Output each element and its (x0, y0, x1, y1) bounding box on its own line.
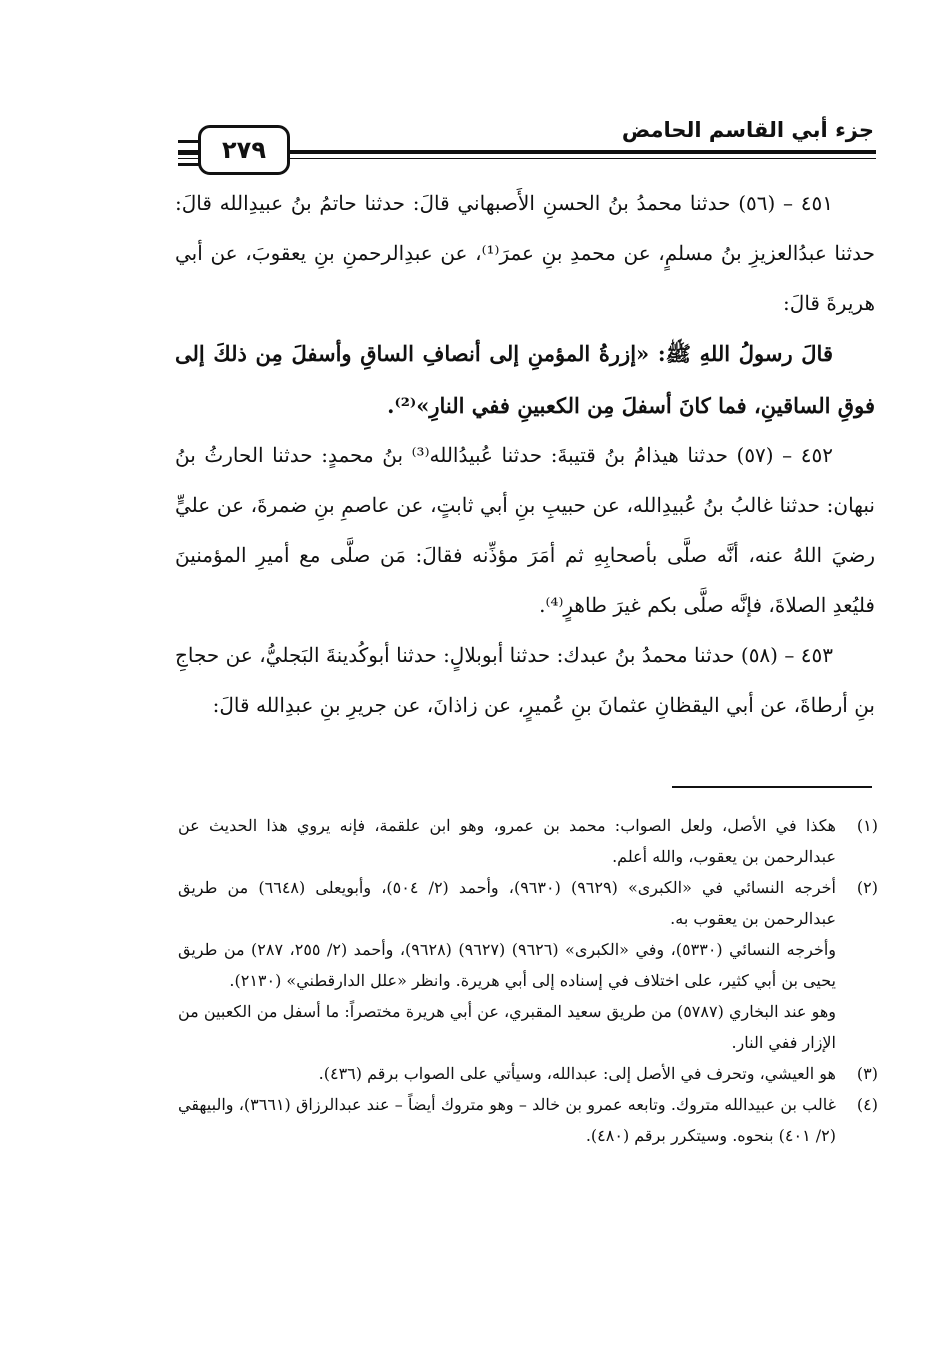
footnote-text: وهو عند البخاري (٥٧٨٧) من طريق سعيد المقبري، عن أبي هريرة مختصراً: ما أسفل من الكعبين من الإزار ففي النار. (178, 1002, 836, 1052)
footnote-text: هكذا في الأصل، ولعل الصواب: محمد بن عمرو، وهو ابن علقمة، فإنه يروي هذا الحديث عن عبدالرحمن بن يعقوب، والله أعلم. (178, 816, 836, 866)
footnote-1 (178, 810, 878, 872)
footnote-text: غالب بن عبيدالله متروك. وتابعه عمرو بن خالد – وهو متروك أيضاً – عند عبدالرزاق (٣٦٦١)، والبيهقي (٢/ ٤٠١) بنحوه. وسيتكرر برقم (٤٨٠). (178, 1095, 837, 1145)
footnote-separator (672, 786, 872, 788)
footnote-number: (٢) (856, 878, 878, 897)
footnote-text: أخرجه النسائي في «الكبرى» (٩٦٢٩) (٩٦٣٠)، وأحمد (٢/ ٥٠٤)، وأبويعلى (٦٦٤٨) من طريق عبدالرحمن بن يعقوب به. (178, 878, 836, 928)
paragraph-text: ٤٥١ – (٥٦) حدثنا محمدُ بنُ الحسنِ الأَصبهاني قالَ: حدثنا حاتمُ بنُ عبيدِالله قالَ: حدثنا عبدُالعزيزِ بنُ مسلمٍ، عن محمدِ بنِ عمرَ⁽¹⁾، عن عبدِالرحمنِ بنِ يعقوبَ، عن أبي هريرةَ قالَ: (175, 191, 875, 315)
paragraph-text: قالَ رسولُ اللهِ ﷺ: «إزرةُ المؤمنِ إلى أنصافِ الساقِ وأسفلَ مِن ذلكَ إلى فوقِ الساقينِ، فما كانَ أسفلَ مِن الكعبينِ ففي النارِ»⁽²⁾. (175, 341, 875, 418)
footnote-number: (٤) (856, 1095, 878, 1114)
footnote-number: (٣) (856, 1064, 878, 1083)
footnote-3 (178, 1058, 878, 1089)
footnote-number: (١) (856, 816, 878, 835)
paragraph-text: ٤٥٢ – (٥٧) حدثنا هيذامُ بنُ قتيبةَ: حدثنا عُبيدُالله⁽³⁾ بنُ محمدٍ: حدثنا الحارثُ بنُ نبهان: حدثنا غالبُ بنُ عُبيدِالله، عن حبيبِ بنِ أبي ثابتٍ، عن عاصمِ بنِ ضمرةَ، عن عليٍّ رضيَ اللهُ عنه، أنَّه صلَّى بأصحابِهِ ثم أمَرَ مؤذِّنه فقالَ: مَن صلَّى مع أميرِ المؤمنينَ فليُعدِ الصلاةَ، فإنَّه صلَّى بكم غيرَ طاهرٍ⁽⁴⁾. (175, 443, 875, 617)
footnote-4 (178, 1089, 878, 1151)
paragraph-text: ٤٥٣ – (٥٨) حدثنا محمدُ بنُ عبدك: حدثنا أبوبلالٍ: حدثنا أبوكُدينةَ البَجليُّ، عن حجاجِ بنِ أرطاةَ، عن أبي اليقظانِ عثمانَ بنِ عُميرٍ، عن زاذانَ، عن جريرِ بنِ عبدِالله قالَ: (175, 643, 875, 717)
footnotes (178, 810, 878, 1151)
page-number: ٢٧٩ (198, 125, 290, 175)
footnote-text: هو العيشي، وتحرف في الأصل إلى: عبدالله، وسيأتي على الصواب برقم (٤٣٦). (318, 1064, 836, 1083)
hadith-451-matn (175, 328, 875, 432)
hadith-452 (175, 430, 875, 630)
footnote-2 (178, 872, 878, 1058)
hadith-451-isnad (175, 178, 875, 328)
hadith-453 (175, 630, 875, 730)
running-title: جزء أبي القاسم الحامض (621, 118, 874, 142)
footnote-text: وأخرجه النسائي (٥٣٣٠)، وفي «الكبرى» (٩٦٢٦) (٩٦٢٧) (٩٦٢٨)، وأحمد (٢/ ٢٥٥، ٢٨٧) من طريق يحيى بن أبي كثير، على اختلاف في إسناده إلى أبي هريرة. وانظر «علل الدارقطني» (٢١٣٠). (178, 940, 837, 990)
